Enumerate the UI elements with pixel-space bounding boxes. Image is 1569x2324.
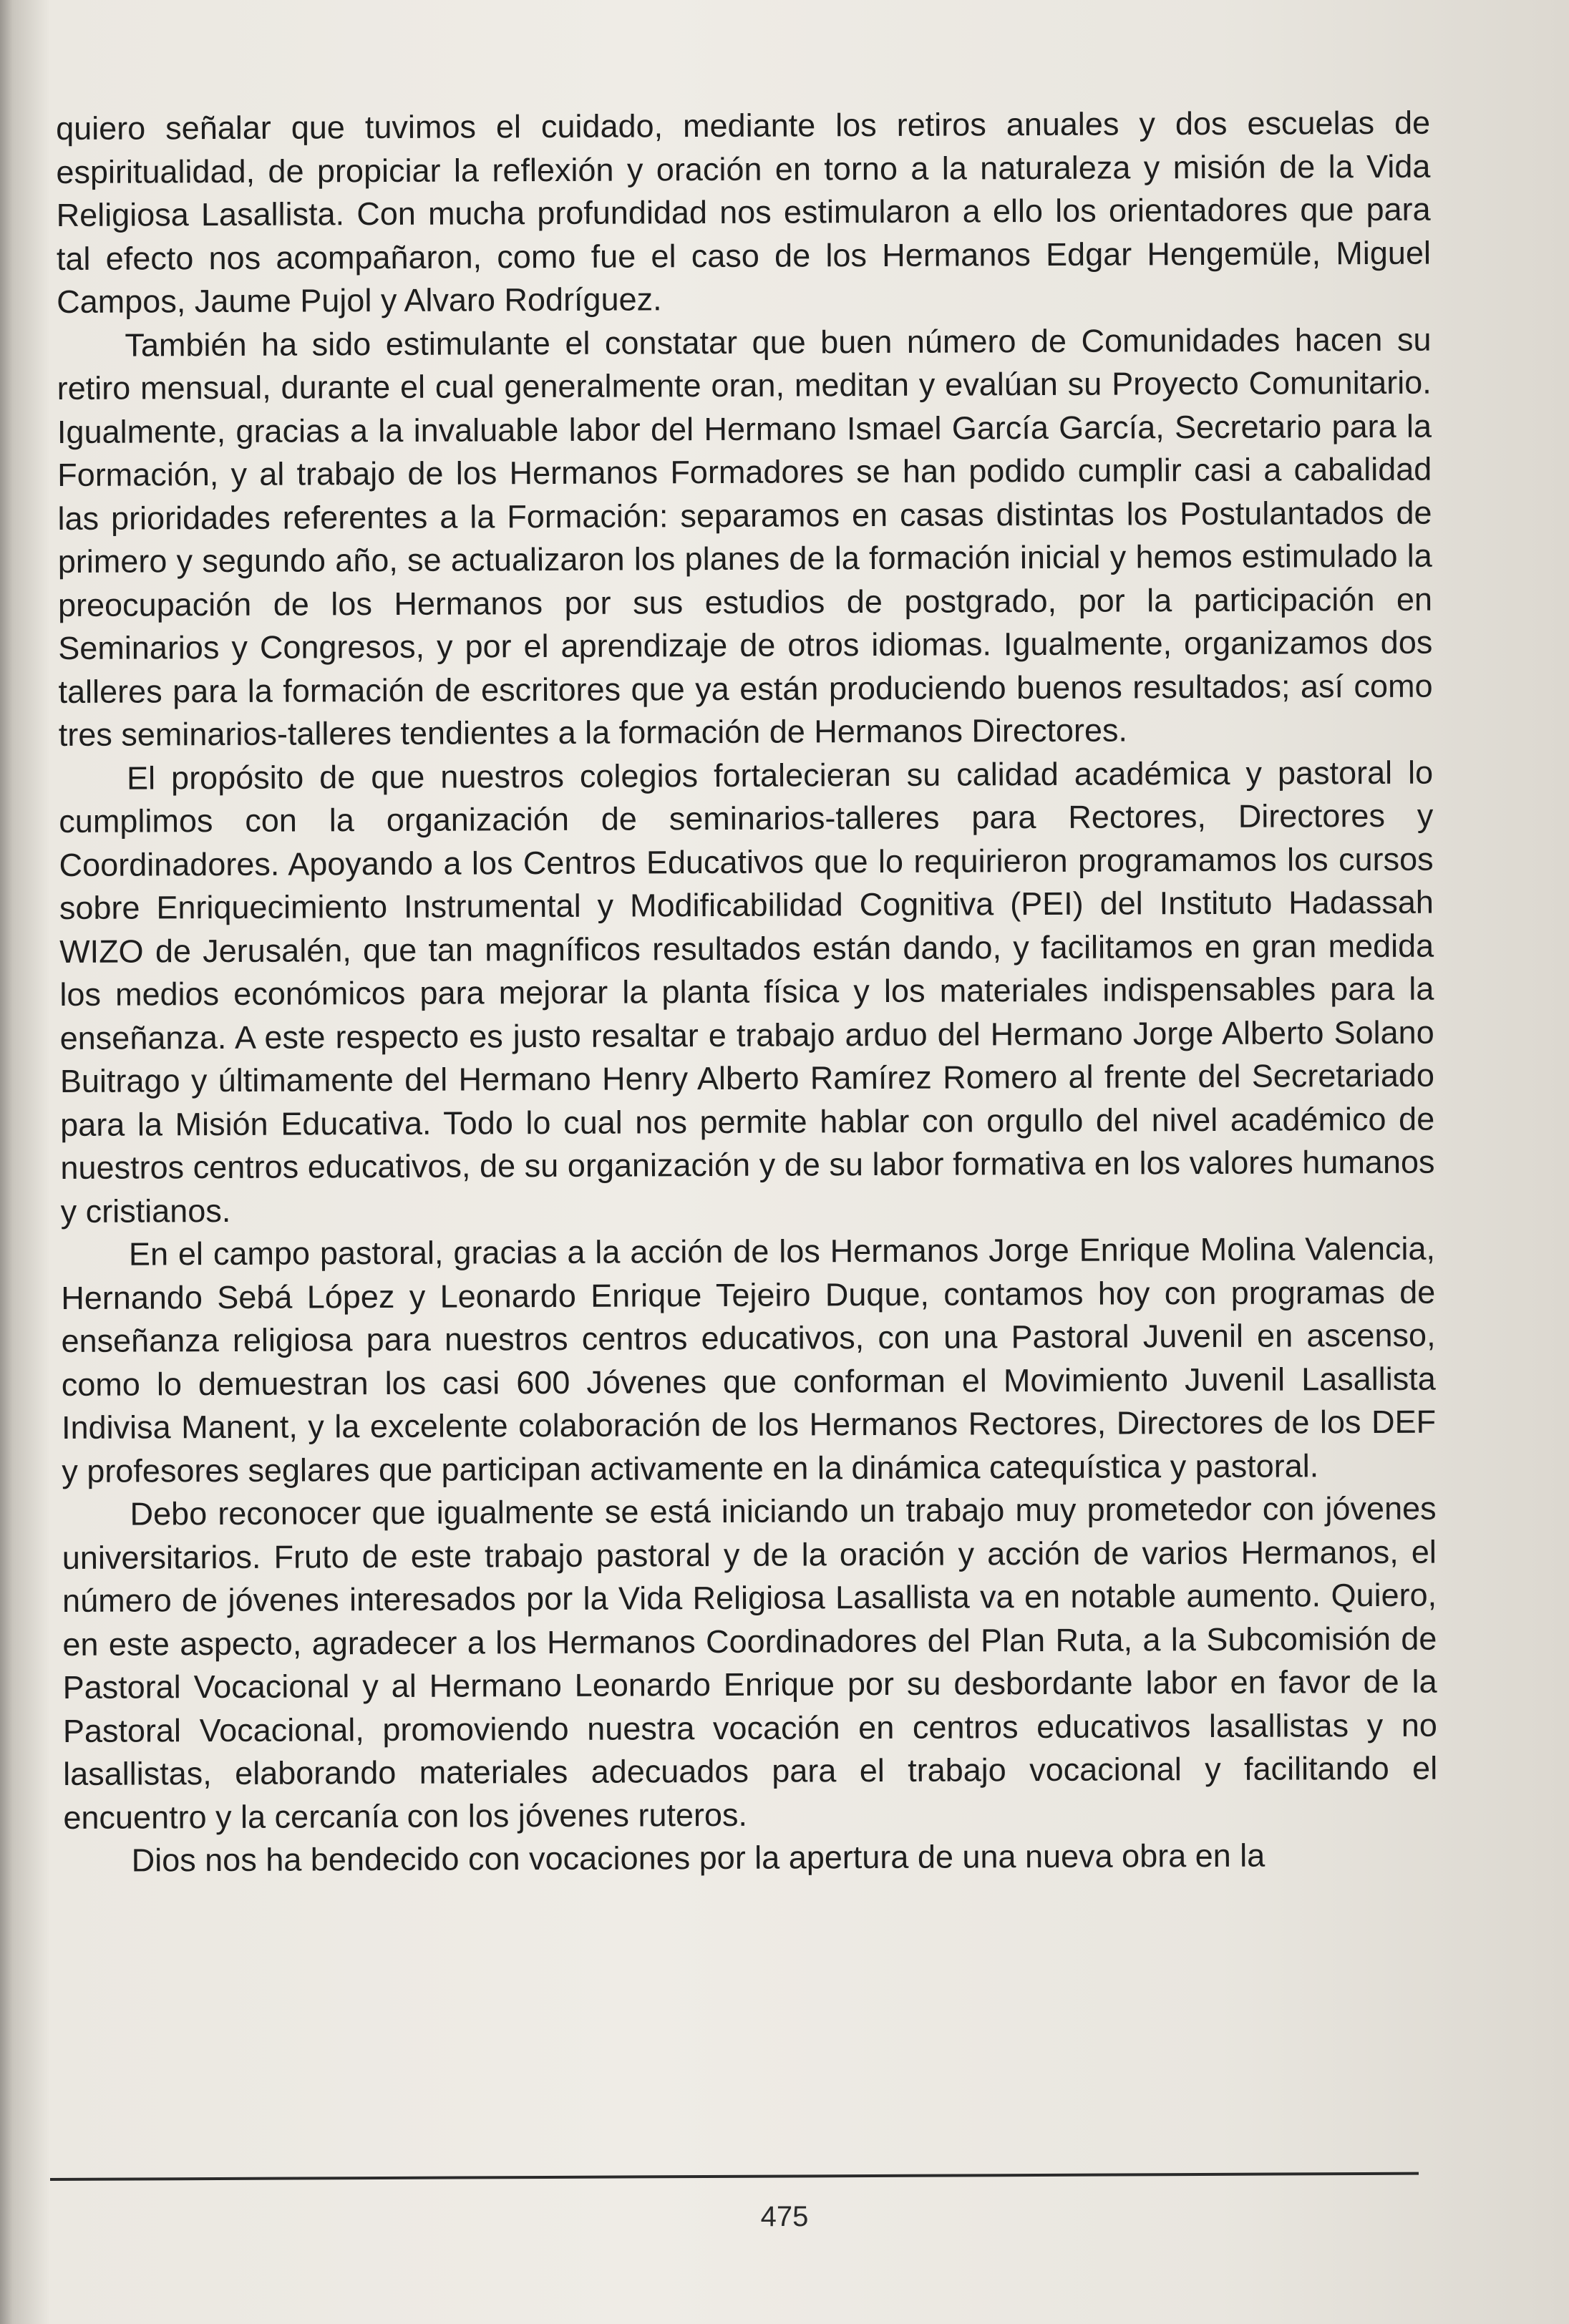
body-text: [56, 102, 1438, 1883]
paragraph: quiero señalar que tuvimos el cuidado, mediante los retiros anuales y dos escuelas de espiritualidad, de propiciar la reflexión y oración en torno a la naturaleza y misión de la Vida Religiosa Lasallista. Con mucha profundidad nos estimularon a ello los orientadores que para tal efecto nos acompañaron, como fue el caso de los Hermanos Edgar Hengemüle, Miguel Campos, Jaume Pujol y Alvaro Rodríguez.: [56, 104, 1432, 320]
footer-rule: [50, 2172, 1419, 2181]
page-number: 475: [760, 2201, 809, 2232]
paragraph: También ha sido estimulante el constatar que buen número de Comunidades hacen su retiro mensual, durante el cual generalmente oran, meditan y evalúan su Proyecto Comunitario. Igualmente, gracias a la invaluable labor del Hermano Ismael García García, Secretario para la Formación, y al trabajo de los Hermanos Formadores se han podido cumplir casi a cabalidad las prioridades referentes a la Formación: separamos en casas distintas los Postulantados de primero y segundo año, se actualizaron los planes de la formación inicial y hemos estimulado la preocupación de los Hermanos por sus estudios de postgrado, por la participación en Seminarios y Congresos, y por el aprendizaje de otros idiomas. Igualmente, organizamos dos talleres para la formación de escritores que ya están produciendo buenos resultados; así como tres seminarios-talleres tendientes a la formación de Hermanos Directores.: [57, 321, 1433, 753]
paragraph: Debo reconocer que igualmente se está iniciando un trabajo muy prometedor con jóvenes universitarios. Fruto de este trabajo pastoral y de la oración y acción de varios Hermanos, el número de jóvenes interesados por la Vida Religiosa Lasallista va en notable aumento. Quiero, en este aspecto, agradecer a los Hermanos Coordinadores del Plan Ruta, a la Subcomisión de Pastoral Vocacional y al Hermano Leonardo Enrique por su desbordante labor en favor de la Pastoral Vocacional, promoviendo nuestra vocación en centros educativos lasallistas y no lasallistas, elaborando materiales adecuados para el trabajo vocacional y facilitando el encuentro y la cercanía con los jóvenes ruteros.: [62, 1489, 1438, 1836]
paragraph: Dios nos ha bendecido con vocaciones por la apertura de una nueva obra en la: [131, 1837, 1266, 1879]
paragraph: En el campo pastoral, gracias a la acción de los Hermanos Jorge Enrique Molina Valencia, Hernando Sebá López y Leonardo Enrique Tejeiro Duque, contamos hoy con programas de enseñanza religiosa para nuestros centros educativos, con una Pastoral Juvenil en ascenso, como lo demuestran los casi 600 Jóvenes que conforman el Movimiento Juvenil Lasallista Indivisa Manent, y la excelente colaboración de los Hermanos Rectores, Directores de los DEF y profesores seglares que participan activamente en la dinámica catequística y pastoral.: [61, 1230, 1437, 1489]
paragraph: El propósito de que nuestros colegios fortalecieran su calidad académica y pastoral lo cumplimos con la organización de seminarios-talleres para Rectores, Directores y Coordinadores. Apoyando a los Centros Educativos que lo requirieron programamos los cursos sobre Enriquecimiento Instrumental y Modificabilidad Cognitiva (PEI) del Instituto Hadassah WIZO de Jerusalén, que tan magníficos resultados están dando, y facilitamos en gran medida los medios económicos para mejorar la planta física y los materiales indispensables para la enseñanza. A este respecto es justo resaltar e trabajo arduo del Hermano Jorge Alberto Solano Buitrago y últimamente del Hermano Henry Alberto Ramírez Romero al frente del Secretariado para la Misión Educativa. Todo lo cual nos permite hablar con orgullo del nivel académico de nuestros centros educativos, de su organización y de su labor formativa en los valores humanos y cristianos.: [59, 754, 1435, 1230]
